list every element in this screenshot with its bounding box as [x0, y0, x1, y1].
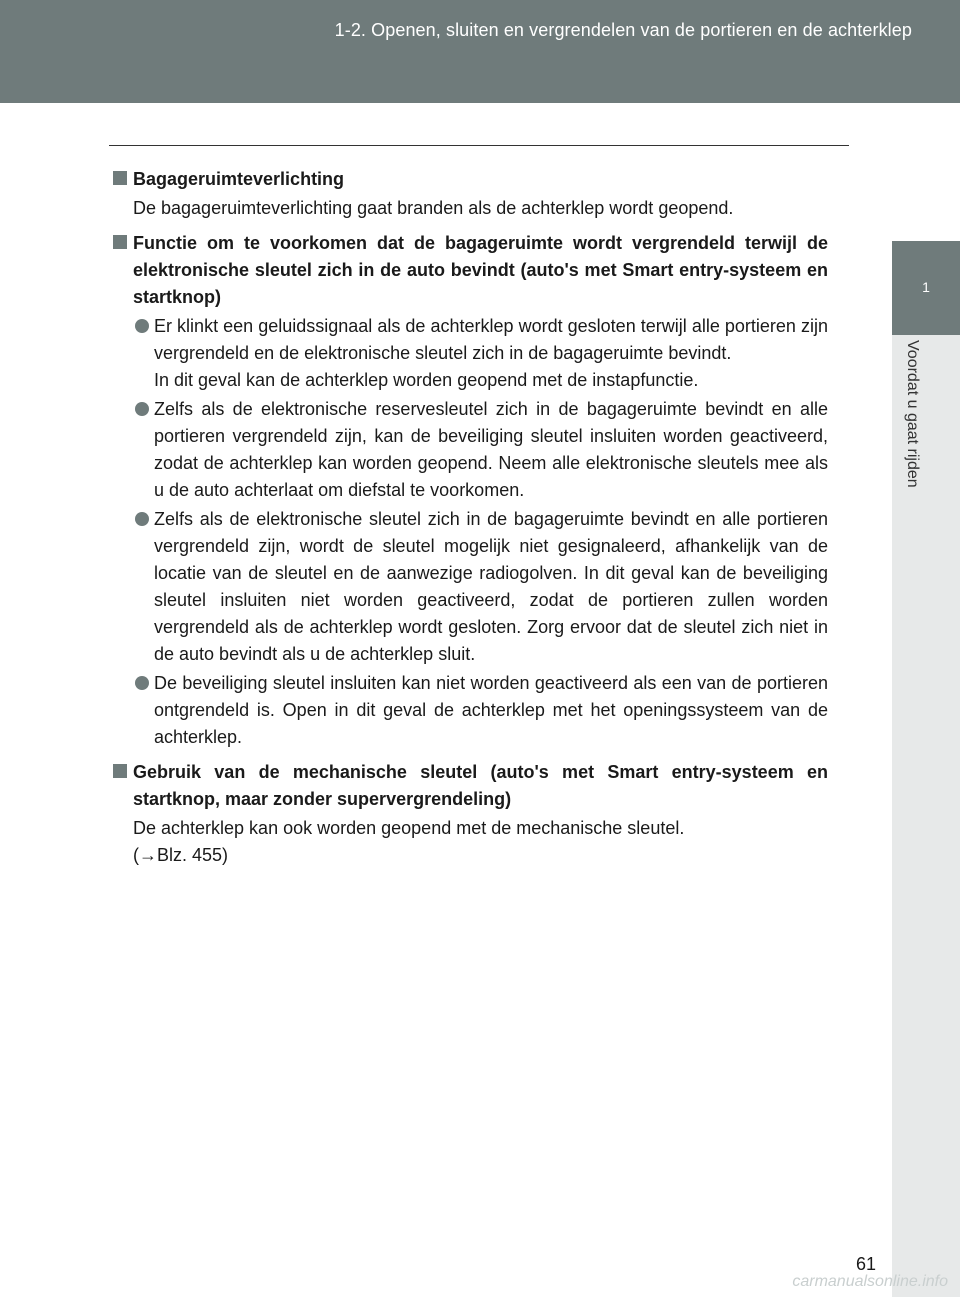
section-heading: Bagageruimteverlichting — [112, 166, 828, 193]
bullet-item: De beveiliging sleutel insluiten kan niet worden geactiveerd als een van de portieren ontgrendeld is. Open in dit geval de achterklep met het openingssysteem van de achterklep. — [112, 670, 828, 751]
section-paragraph: De achterklep kan ook worden geopend met de mechanische sleutel. (→Blz. 455) — [112, 815, 828, 869]
page-content — [112, 166, 828, 877]
section-lock-prevention — [112, 230, 828, 751]
chapter-tab-label: Voordat u gaat rijden — [904, 340, 921, 488]
chapter-tab — [892, 241, 960, 335]
circle-bullet-icon — [135, 512, 149, 526]
section-mechanical-key — [112, 759, 828, 869]
bullet-item: Er klinkt een geluidssignaal als de achterklep wordt gesloten terwijl alle portieren zijn vergrendeld en de elektronische sleutel zich in de bagageruimte bevindt. In dit geval kan de achterklep worden geopend met de instapfunctie. — [112, 313, 828, 394]
watermark: carmanualsonline.info — [792, 1273, 948, 1290]
section-heading: Gebruik van de mechanische sleutel (auto's met Smart entry-systeem en startknop, maar zonder supervergrendeling) — [112, 759, 828, 813]
square-bullet-icon — [113, 235, 127, 249]
page-number: 61 — [856, 1254, 877, 1274]
page-reference-link[interactable]: (→Blz. 455) — [133, 845, 229, 865]
section-luggage-light — [112, 166, 828, 222]
square-bullet-icon — [113, 764, 127, 778]
square-bullet-icon — [113, 171, 127, 185]
bullet-item: Zelfs als de elektronische reservesleutel zich in de bagageruimte bevindt en alle portieren vergrendeld zijn, kan de beveiliging sleutel insluiten worden geactiveerd, zodat de achterklep kan worden geopend. Neem alle elektronische sleutels mee als u de auto achterlaat om diefstal te voorkomen. — [112, 396, 828, 504]
page-header — [0, 0, 960, 103]
section-heading: Functie om te voorkomen dat de bagageruimte wordt vergrendeld terwijl de elektronische sleutel zich in de auto bevindt (auto's met Smart entry-systeem en startknop) — [112, 230, 828, 311]
circle-bullet-icon — [135, 676, 149, 690]
circle-bullet-icon — [135, 402, 149, 416]
chapter-title: 1-2. Openen, sluiten en vergrendelen van de portieren en de achterklep — [334, 20, 912, 40]
chapter-number: 1 — [922, 279, 930, 295]
header-rule — [109, 145, 849, 146]
circle-bullet-icon — [135, 319, 149, 333]
section-paragraph: De bagageruimteverlichting gaat branden als de achterklep wordt geopend. — [133, 198, 734, 218]
bullet-item: Zelfs als de elektronische sleutel zich in de bagageruimte bevindt en alle portieren vergrendeld zijn, wordt de sleutel mogelijk niet gesignaleerd, afhankelijk van de locatie van de sleutel en de aanwezige radiogolven. In dit geval kan de beveiliging sleutel insluiten niet worden geactiveerd, zodat de portieren zullen worden vergrendeld als de achterklep wordt gesloten. Zorg ervoor dat de sleutel zich niet in de auto bevindt als u de achterklep sluit. — [112, 506, 828, 668]
